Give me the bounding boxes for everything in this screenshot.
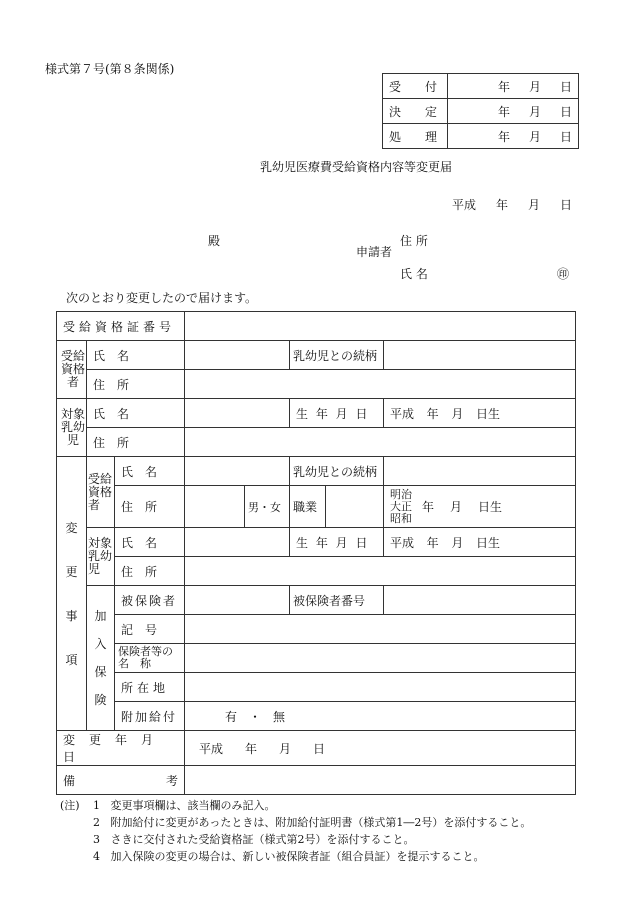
applicant-label: 申請者 — [356, 245, 393, 259]
form-number: 様式第７号(第８条関係) — [45, 62, 175, 76]
note-text: 附加給付に変更があったときは、附加給付証明書（様式第1―2号）を添付すること。 — [110, 816, 532, 829]
office-date-processed[interactable] — [448, 124, 579, 149]
month-label: 月 — [451, 535, 464, 550]
change-infant-name-label: 氏 名 — [115, 528, 185, 557]
symbol-label: 記 号 — [115, 615, 185, 644]
note-number: 1 — [93, 799, 100, 812]
change-recipient-label: 受給資格者 — [87, 457, 115, 528]
change-recipient-address-field[interactable] — [185, 486, 245, 528]
office-label-decided: 決 定 — [383, 99, 448, 124]
note-text: さきに交付された受給資格証（様式第2号）を添付すること。 — [110, 833, 415, 846]
year-label: 年 — [498, 129, 511, 144]
form-title: 乳幼児医療費受給資格内容等変更届 — [260, 160, 453, 174]
change-date-label: 変更年月日 — [57, 731, 185, 766]
month-label: 月 — [528, 104, 541, 119]
relation-label: 乳幼児との続柄 — [290, 341, 384, 370]
infant-name-field[interactable] — [185, 399, 290, 428]
relation-field[interactable] — [384, 341, 576, 370]
year-label: 年 — [498, 104, 511, 119]
era-birth-field[interactable] — [384, 486, 576, 528]
location-label: 所在地 — [115, 673, 185, 702]
submission-date[interactable] — [452, 196, 572, 213]
additional-benefit-field[interactable]: 有 ・ 無 — [185, 702, 576, 731]
change-recipient-address-label: 住 所 — [115, 486, 185, 528]
era-taisho[interactable]: 大正 — [390, 499, 412, 513]
office-date-received[interactable] — [448, 74, 579, 99]
change-infant-address-field[interactable] — [185, 557, 576, 586]
era-label: 平成 — [452, 198, 477, 212]
day-label: 日 — [559, 104, 572, 119]
insurer-name-label: 保険者等の名 称 — [115, 644, 185, 673]
day-label: 日生 — [475, 535, 500, 550]
year-label: 年 — [426, 406, 439, 421]
applicant-address-label: 住 所 — [400, 234, 428, 248]
era-showa[interactable]: 昭和 — [390, 511, 412, 525]
birth-date-label: 生 年 月 日 — [290, 399, 384, 428]
office-label-processed: 処 理 — [383, 124, 448, 149]
month-label: 月 — [528, 79, 541, 94]
insured-field[interactable] — [185, 586, 290, 615]
era-label: 平成 — [199, 741, 224, 756]
applicant-name-label: 氏 名 — [400, 267, 428, 281]
note-1 — [93, 797, 276, 813]
year-label: 年 — [422, 500, 435, 514]
note-number: 3 — [93, 833, 100, 846]
month-label: 月 — [451, 406, 464, 421]
location-field[interactable] — [185, 673, 576, 702]
notes-prefix: (注) — [60, 799, 80, 812]
note-2 — [93, 814, 531, 830]
note-number: 4 — [93, 850, 100, 863]
era-options — [390, 489, 412, 525]
recipient-name-field[interactable] — [185, 341, 290, 370]
symbol-field[interactable] — [185, 615, 576, 644]
month-label: 月 — [449, 500, 462, 514]
infant-address-field[interactable] — [185, 428, 576, 457]
remarks-field[interactable] — [185, 766, 576, 795]
office-use-box — [382, 73, 579, 149]
insurer-name-field[interactable] — [185, 644, 576, 673]
change-infant-address-label: 住 所 — [115, 557, 185, 586]
note-4 — [93, 848, 485, 864]
insurance-group-label: 加入保険 — [87, 586, 115, 731]
insured-label: 被保険者 — [115, 586, 185, 615]
change-relation-label: 乳幼児との続柄 — [290, 457, 384, 486]
change-form-table — [56, 311, 576, 795]
insured-number-field[interactable] — [384, 586, 576, 615]
day-label: 日生 — [475, 406, 500, 421]
year-label: 年 — [495, 198, 508, 212]
change-birth-label: 生 年 月 日 — [290, 528, 384, 557]
sex-field[interactable]: 男・女 — [245, 486, 290, 528]
year-label: 年 — [498, 79, 511, 94]
job-field[interactable] — [326, 486, 384, 528]
day-label: 日 — [559, 79, 572, 94]
era-label: 平成 — [390, 535, 415, 550]
recipient-name-label: 氏 名 — [87, 341, 185, 370]
change-infant-name-field[interactable] — [185, 528, 290, 557]
era-label: 平成 — [390, 406, 415, 421]
infant-group-label: 対象乳幼児 — [57, 399, 87, 457]
change-items-group-label: 変更事項 — [57, 457, 87, 731]
month-label: 月 — [278, 741, 291, 756]
year-label: 年 — [244, 741, 257, 756]
birth-date-field[interactable] — [384, 399, 576, 428]
month-label: 月 — [527, 198, 540, 212]
job-label: 職業 — [290, 486, 326, 528]
cert-number-label: 受給資格証番号 — [57, 312, 185, 341]
day-label: 日 — [312, 741, 325, 756]
note-number: 2 — [93, 816, 100, 829]
remarks-label: 備 考 — [57, 766, 185, 795]
change-date-field[interactable] — [185, 731, 576, 766]
day-label: 日 — [559, 198, 572, 212]
addressee-suffix: 殿 — [208, 234, 221, 248]
year-label: 年 — [426, 535, 439, 550]
insured-number-label: 被保険者番号 — [290, 586, 384, 615]
infant-name-label: 氏 名 — [87, 399, 185, 428]
office-date-decided[interactable] — [448, 99, 579, 124]
change-recipient-name-field[interactable] — [185, 457, 290, 486]
day-label: 日生 — [477, 500, 502, 514]
day-label: 日 — [559, 129, 572, 144]
intro-text: 次のとおり変更したので届けます。 — [66, 291, 258, 305]
office-label-received: 受 付 — [383, 74, 448, 99]
change-infant-label: 対象乳幼児 — [87, 528, 115, 586]
era-meiji[interactable]: 明治 — [390, 487, 412, 501]
note-text: 変更事項欄は、該当欄のみ記入。 — [110, 799, 276, 812]
recipient-address-field[interactable] — [185, 370, 576, 399]
seal-mark: ㊞ — [557, 267, 570, 281]
infant-address-label: 住 所 — [87, 428, 185, 457]
change-birth-field[interactable] — [384, 528, 576, 557]
cert-number-field[interactable] — [185, 312, 576, 341]
note-3 — [93, 831, 415, 847]
recipient-group-label: 受給資格者 — [57, 341, 87, 399]
note-text: 加入保険の変更の場合は、新しい被保険者証（組合員証）を提示すること。 — [110, 850, 485, 863]
month-label: 月 — [528, 129, 541, 144]
recipient-address-label: 住 所 — [87, 370, 185, 399]
change-relation-field[interactable] — [384, 457, 576, 486]
additional-benefit-label: 附加給付 — [115, 702, 185, 731]
change-recipient-name-label: 氏 名 — [115, 457, 185, 486]
